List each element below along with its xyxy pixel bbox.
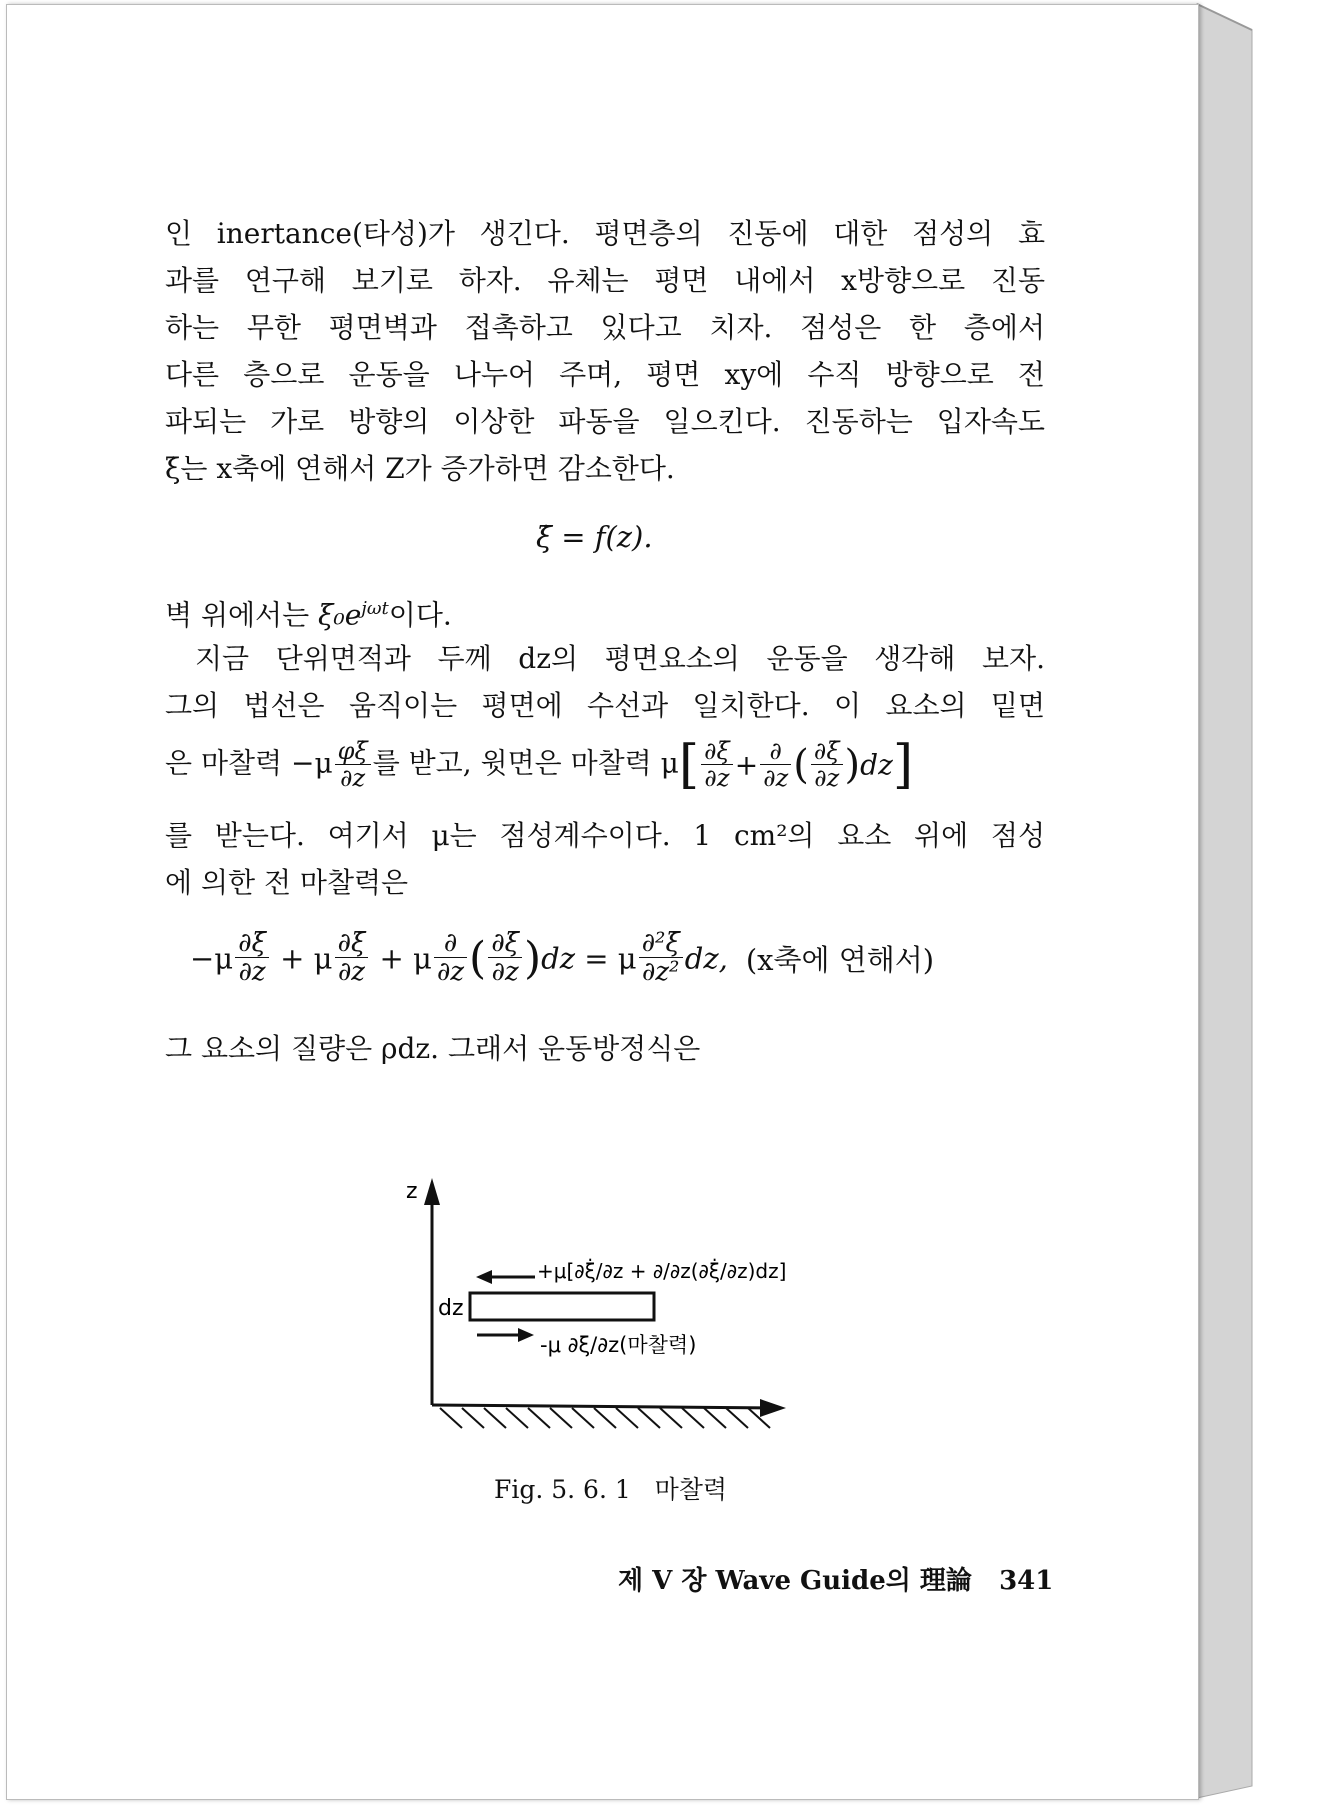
wall-prefix: 벽 위에서는 — [165, 598, 319, 632]
upper-fraction-2: $\frac{\partial}{\partial z}$ — [760, 739, 791, 792]
wall-hatching — [440, 1408, 770, 1428]
page-footer — [618, 1560, 1053, 1597]
equation-2: −μ $\frac{\partial\xi̇}{\partial z}$ + μ $\frac{\partial\xi̇}{\partial z}$ + μ $\frac{\partial}{\partial z}$ ( $\frac{\partial\xi̇}{\partial z}$ )dz = μ $\frac{\text{∂²ξ̇}}{\text{∂z²}}$ dz, (x축에 연해서) — [190, 928, 935, 988]
text-line: 파되는 가로 방향의 이상한 파동을 일으킨다. 진동하는 입자속도 — [165, 405, 1045, 438]
caption-text: 마찰력 — [654, 1475, 728, 1504]
wall-arrowhead — [760, 1399, 786, 1417]
text-line: 하는 무한 평면벽과 접촉하고 있다고 치자. 점성은 한 층에서 — [165, 311, 1045, 344]
text-line: 인 inertance(타성)가 생긴다. 평면층의 진동에 대한 점성의 효 — [165, 217, 1045, 250]
equation-1: ξ̇ = f(z). — [536, 520, 653, 554]
z-axis-label: z — [406, 1179, 418, 1204]
text-line: 를 받는다. 여기서 μ는 점성계수이다. 1 cm²의 요소 위에 점성 — [165, 819, 1045, 852]
text-line: ξ̇는 x축에 연해서 Z가 증가하면 감소한다. — [165, 452, 675, 485]
wall-suffix: 이다. — [388, 598, 452, 632]
text-line: 그의 법선은 움직이는 평면에 수선과 일치한다. 이 요소의 밑면 — [165, 689, 1045, 722]
friction-mid: 를 받고, 윗면은 마찰력 μ — [372, 746, 679, 780]
text-line: 다른 층으로 운동을 나누어 주며, 평면 xy에 수직 방향으로 전 — [165, 358, 1045, 391]
upper-force-label: +μ[∂ξ̇/∂z + ∂/∂z(∂ξ̇/∂z)dz] — [537, 1259, 787, 1283]
wall-exponent: jωt — [361, 598, 389, 619]
friction-fraction: $\frac{\varphi\xi̇}{\partial z}$ — [335, 739, 371, 792]
z-arrowhead — [424, 1178, 440, 1205]
wall-symbol: ξ₀e — [318, 598, 362, 632]
friction-prefix: 은 마찰력 −μ — [165, 746, 333, 780]
figure-caption — [494, 1470, 727, 1506]
caption-number: Fig. 5. 6. 1 — [494, 1475, 631, 1504]
text-line: 에 의한 전 마찰력은 — [165, 866, 409, 899]
upper-fraction-1: $\frac{\partial\xi̇}{\partial z}$ — [701, 739, 733, 792]
equation-2-note: (x축에 연해서) — [745, 942, 935, 977]
chapter-title: 제 Ⅴ 장 Wave Guide의 理論 — [618, 1566, 972, 1596]
text-line: 그 요소의 질량은 ρdz. 그래서 운동방정식은 — [165, 1032, 701, 1065]
wall-line — [432, 1405, 780, 1408]
upper-fraction-3: $\frac{\partial\xi̇}{\partial z}$ — [811, 739, 843, 792]
friction-line: 은 마찰력 −μ $\frac{\varphi\xi̇}{\partial z}$ 를 받고, 윗면은 마찰력 μ[ $\frac{\partial\xi̇}{\partial z}$ + $\frac{\partial}{\partial z}$ ( $\frac{\partial\xi̇}{\partial z}$ )dz] — [165, 735, 914, 795]
dz-label: dz — [438, 1296, 464, 1321]
lower-force-label: -μ ∂ξ/∂z(마찰력) — [540, 1333, 697, 1357]
page-number: 341 — [999, 1566, 1054, 1596]
fluid-element — [470, 1293, 654, 1320]
text-line: 지금 단위면적과 두께 dz의 평면요소의 운동을 생각해 보자. — [195, 642, 1045, 675]
text-line: 과를 연구해 보기로 하자. 유체는 평면 내에서 x방향으로 진동 — [165, 264, 1045, 297]
